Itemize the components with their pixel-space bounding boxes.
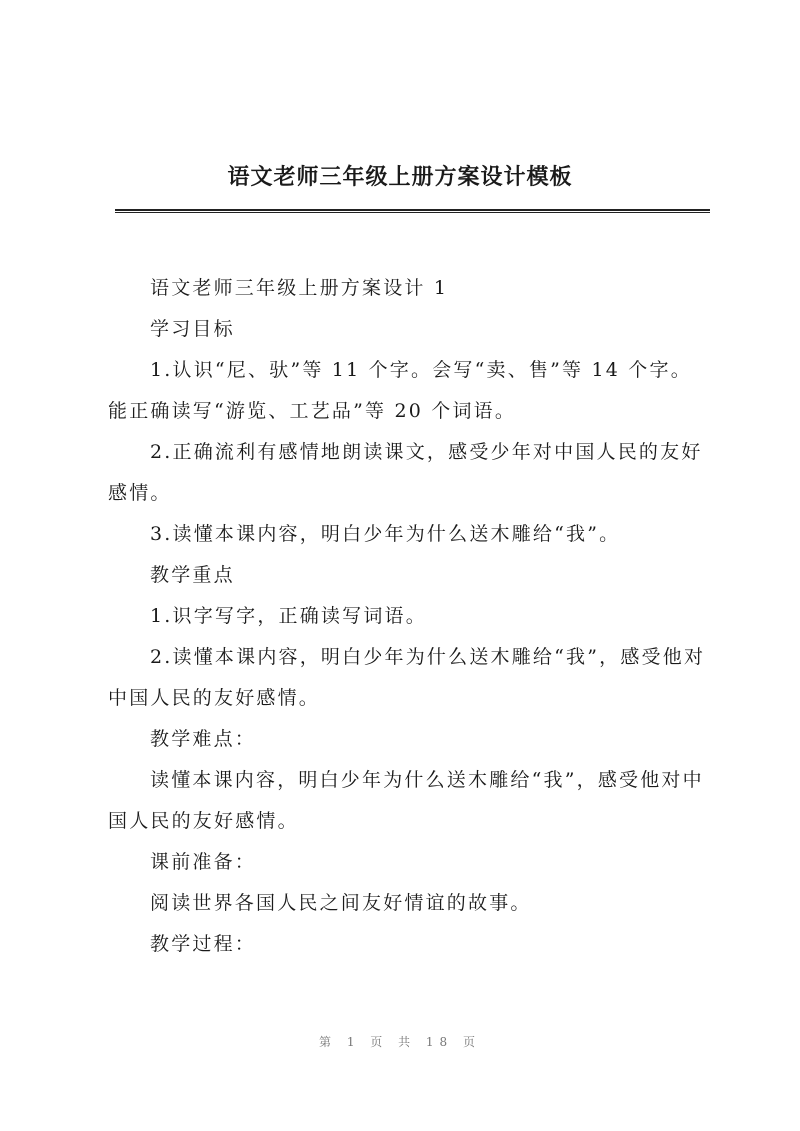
key-point-item-2: 2.读懂本课内容，明白少年为什么送木雕给“我”，感受他对中国人民的友好感情。 xyxy=(108,646,706,709)
subheading-preparation: 课前准备： xyxy=(150,851,257,873)
document-body xyxy=(108,268,708,965)
preparation-text: 阅读世界各国人民之间友好情谊的故事。 xyxy=(150,892,532,914)
difficulty-text: 读懂本课内容，明白少年为什么送木雕给“我”，感受他对中国人民的友好感情。 xyxy=(108,769,704,832)
page-footer: 第 1 页 共 18 页 xyxy=(319,1035,481,1049)
subheading-key-points: 教学重点 xyxy=(150,564,235,586)
subheading-difficulties: 教学难点： xyxy=(150,728,257,750)
section-heading: 语文老师三年级上册方案设计 1 xyxy=(150,277,449,299)
key-point-item-1: 1.识字写字，正确读写词语。 xyxy=(150,605,427,627)
subheading-teaching-process: 教学过程： xyxy=(150,933,257,955)
page-title: 语文老师三年级上册方案设计模板 xyxy=(227,165,573,190)
goal-item-3: 3.读懂本课内容，明白少年为什么送木雕给“我”。 xyxy=(150,523,621,545)
goal-item-1: 1.认识“尼、驮”等 11 个字。会写“卖、售”等 14 个字。能正确读写“游览、工艺品”等 20 个词语。 xyxy=(108,359,692,422)
subheading-learning-goals: 学习目标 xyxy=(150,318,235,340)
goal-item-2: 2.正确流利有感情地朗读课文，感受少年对中国人民的友好感情。 xyxy=(108,441,703,504)
title-divider xyxy=(115,209,710,213)
